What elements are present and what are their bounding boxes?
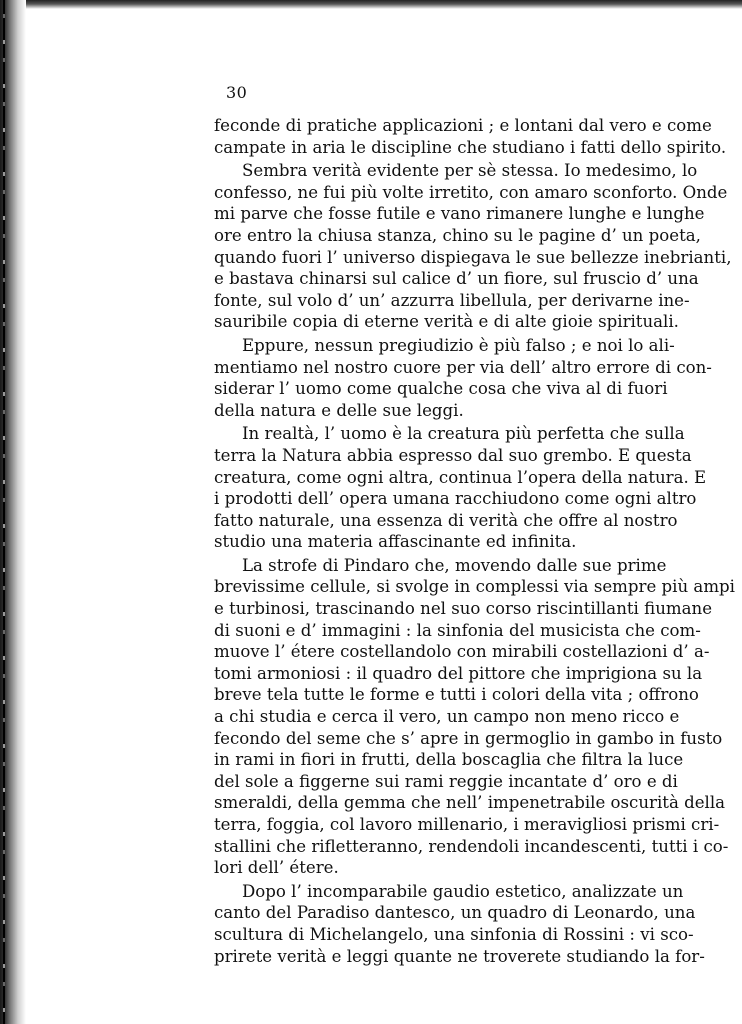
- paragraph-first-line: Dopo l’ incomparabile gaudio estetico, analizzate un: [242, 881, 684, 901]
- text-line: siderar l’ uomo come qualche cosa che viva al di fuori: [214, 379, 668, 399]
- text-line: mi parve che fosse futile e vano rimanere lunghe e lunghe: [214, 204, 705, 224]
- text-line: feconde di pratiche applicazioni ; e lontani dal vero e come: [214, 116, 712, 135]
- body-text: [214, 115, 735, 967]
- text-line: canto del Paradiso dantesco, un quadro di Leonardo, una: [214, 903, 696, 923]
- text-line: e bastava chinarsi sul calice d’ un fiore, sul fruscio d’ una: [214, 269, 699, 289]
- text-line: del sole a figgerne sui rami reggie incantate d’ oro e di: [214, 771, 678, 791]
- text-line: a chi studia e cerca il vero, un campo non meno ricco e: [214, 707, 680, 727]
- text-line: lori dell’ étere.: [214, 858, 339, 878]
- text-line: scultura di Michelangelo, una sinfonia di Rossini : vi sco-: [214, 924, 694, 944]
- paragraph-first-line: In realtà, l’ uomo è la creatura più perfetta che sulla: [242, 424, 685, 444]
- text-line: studio una materia affascinante ed infinita.: [214, 532, 577, 552]
- text-line: campate in aria le discipline che studiano i fatti dello spirito.: [214, 137, 727, 157]
- text-line: di suoni e d’ immagini : la sinfonia del musicista che com-: [214, 620, 701, 640]
- text-line: confesso, ne fui più volte irretito, con amaro sconforto. Onde: [214, 182, 728, 202]
- text-line: mentiamo nel nostro cuore per via dell’ altro errore di con-: [214, 357, 712, 377]
- scan-left-edge: [0, 0, 26, 1024]
- text-line: in rami in fiori in frutti, della boscaglia che filtra la luce: [214, 750, 684, 770]
- text-line: quando fuori l’ universo dispiegava le sue bellezze inebrianti,: [214, 247, 732, 267]
- text-line: terra la Natura abbia espresso dal suo grembo. E questa: [214, 445, 692, 465]
- text-line: fecondo del seme che s’ apre in germoglio in gambo in fusto: [214, 728, 723, 748]
- text-line: terra, foggia, col lavoro millenario, i meravigliosi prismi cri-: [214, 815, 720, 834]
- text-line: della natura e delle sue leggi.: [214, 400, 464, 420]
- text-line: fatto naturale, una essenza di verità che offre al nostro: [214, 510, 678, 530]
- text-line: breve tela tutte le forme e tutti i colori della vita ; offrono: [214, 685, 699, 705]
- text-line: creatura, come ogni altra, continua l’opera della natura. E: [214, 467, 707, 487]
- text-line: tomi armoniosi : il quadro del pittore che imprigiona su la: [214, 663, 703, 683]
- scan-top-edge: [0, 0, 742, 9]
- text-line: smeraldi, della gemma che nell’ impenetrabile oscurità della: [214, 793, 726, 813]
- paragraph-first-line: Eppure, nessun pregiudizio è più falso ; e noi lo ali-: [242, 335, 675, 355]
- paragraph-first-line: Sembra verità evidente per sè stessa. Io medesimo, lo: [242, 161, 698, 181]
- paragraph-first-line: La strofe di Pindaro che, movendo dalle sue prime: [242, 555, 667, 575]
- text-line: prirete verità e leggi quante ne troverete studiando la for-: [214, 946, 705, 966]
- page-number: 30: [226, 83, 248, 102]
- text-line: muove l’ étere costellandolo con mirabili costellazioni d’ a-: [214, 642, 710, 662]
- text-line: i prodotti dell’ opera umana racchiudono come ogni altro: [214, 489, 697, 509]
- text-line: ore entro la chiusa stanza, chino su le pagine d’ un poeta,: [214, 225, 701, 245]
- text-line: brevissime cellule, si svolge in complessi via sempre più ampi: [214, 577, 735, 597]
- text-line: stallini che rifletteranno, rendendoli incandescenti, tutti i co-: [214, 836, 729, 856]
- text-line: fonte, sul volo d’ un’ azzurra libellula, per derivarne ine-: [214, 290, 690, 310]
- text-line: e turbinosi, trascinando nel suo corso riscintillanti fiumane: [214, 599, 713, 619]
- text-line: sauribile copia di eterne verità e di alte gioie spirituali.: [214, 312, 679, 332]
